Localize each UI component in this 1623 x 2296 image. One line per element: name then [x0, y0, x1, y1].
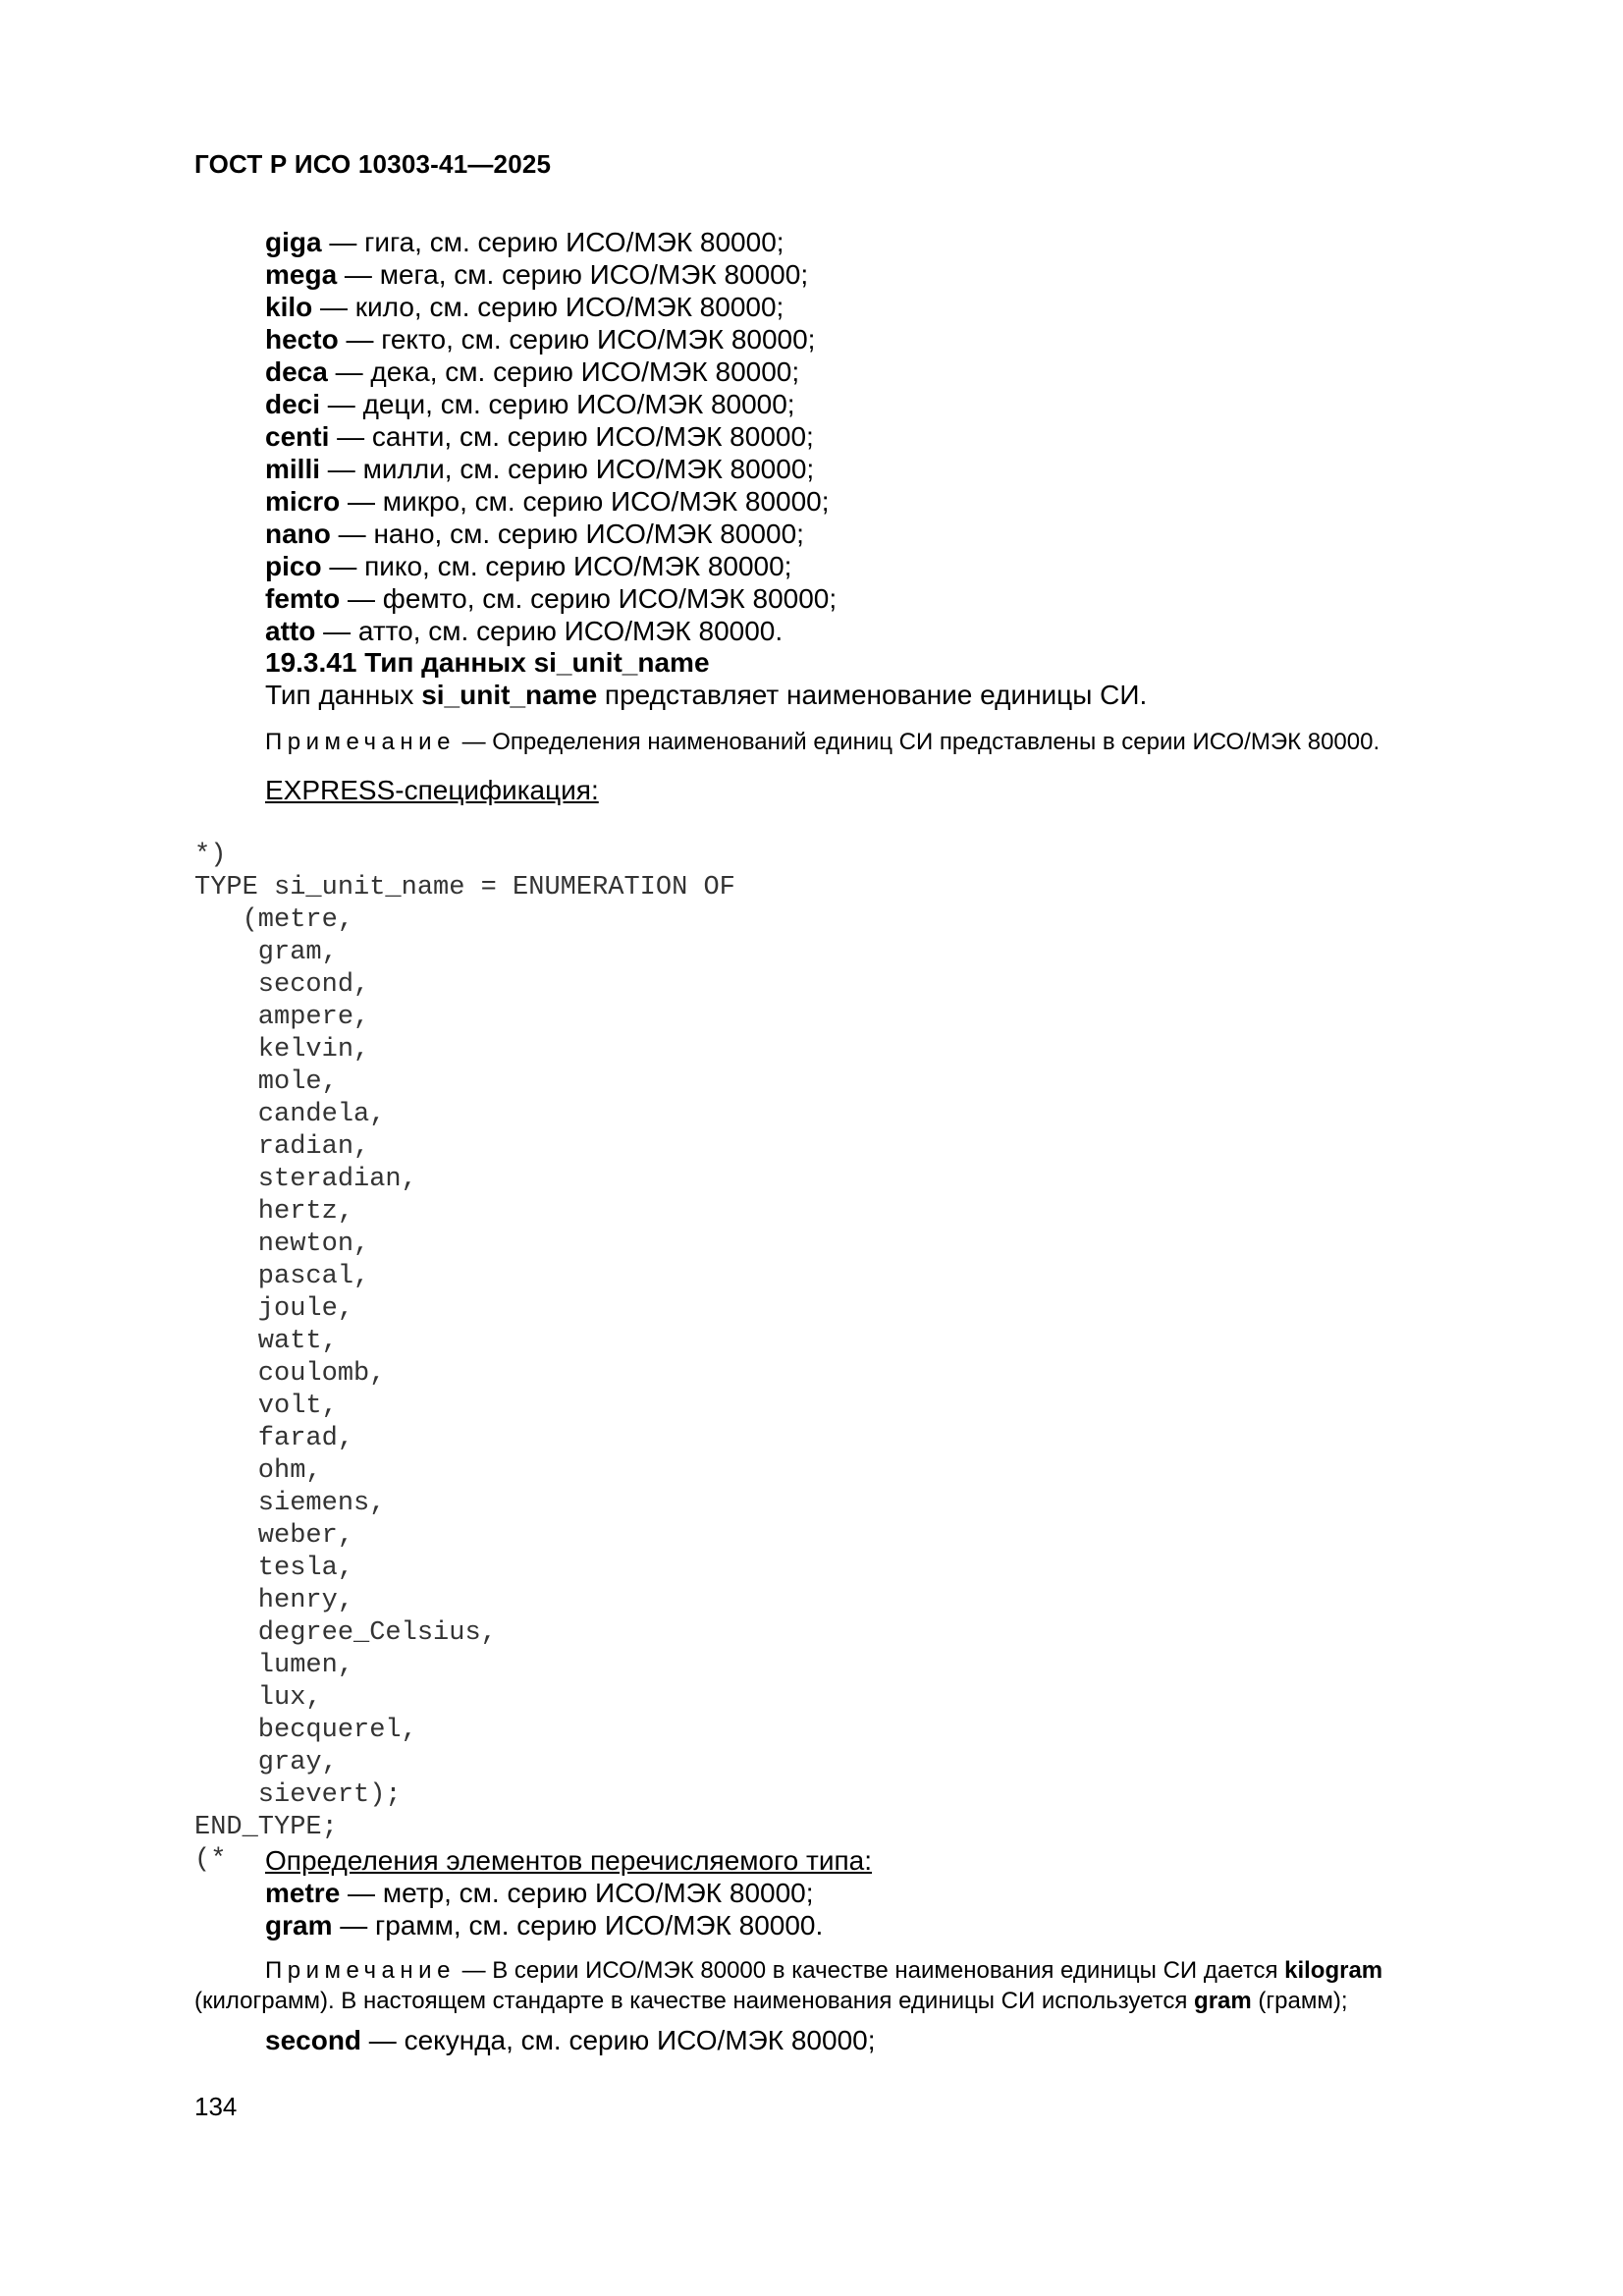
prefix-text: — кило, см. серию ИСО/МЭК 80000;: [312, 292, 784, 322]
list-item: [265, 258, 837, 291]
prefix-term: mega: [265, 259, 338, 290]
prefix-text: — атто, см. серию ИСО/МЭК 80000.: [315, 616, 784, 646]
note-term: kilogram: [1284, 1957, 1383, 1984]
section-heading: 19.3.41 Тип данных si_unit_name: [265, 647, 710, 678]
document-header: ГОСТ Р ИСО 10303-41—2025: [194, 149, 552, 179]
prefix-term: hecto: [265, 324, 339, 355]
code-line: second,: [194, 970, 370, 1000]
prefix-text: — нано, см. серию ИСО/МЭК 80000;: [330, 519, 804, 549]
prefix-term: micro: [265, 486, 341, 517]
enum-term: metre: [265, 1878, 341, 1908]
list-item: [265, 388, 837, 420]
code-line: watt,: [194, 1327, 338, 1356]
prefix-text: — пико, см. серию ИСО/МЭК 80000;: [321, 551, 792, 581]
prefix-term: milli: [265, 454, 321, 484]
code-line: mole,: [194, 1067, 338, 1097]
prefix-text: — гига, см. серию ИСО/МЭК 80000;: [321, 227, 784, 257]
prefix-text: — милли, см. серию ИСО/МЭК 80000;: [320, 454, 815, 484]
code-line: becquerel,: [194, 1716, 417, 1745]
note-term: gram: [1194, 1988, 1252, 2014]
code-line: farad,: [194, 1424, 354, 1453]
list-item: [265, 1909, 872, 1941]
code-line: *): [194, 841, 227, 870]
page-number: 134: [194, 2092, 238, 2121]
code-line: END_TYPE;: [194, 1813, 338, 1842]
enum-text: — секунда, см. серию ИСО/МЭК 80000;: [361, 2025, 876, 2055]
code-line: lux,: [194, 1683, 322, 1713]
code-line: weber,: [194, 1521, 354, 1551]
enumeration-definitions: [265, 1844, 872, 1941]
list-item: [265, 226, 837, 258]
list-item: [265, 582, 837, 615]
prefix-text: — микро, см. серию ИСО/МЭК 80000;: [340, 486, 830, 517]
prefix-text: — гекто, см. серию ИСО/МЭК 80000;: [338, 324, 816, 355]
code-line: volt,: [194, 1392, 338, 1421]
prefix-term: pico: [265, 551, 322, 581]
note-text: — Определения наименований единиц СИ представлены в серии ИСО/МЭК 80000.: [455, 729, 1380, 755]
code-line: steradian,: [194, 1165, 417, 1194]
code-line: radian,: [194, 1132, 370, 1162]
code-line: tesla,: [194, 1554, 354, 1583]
note-text: (грамм);: [1251, 1988, 1348, 2014]
desc-term: si_unit_name: [421, 680, 598, 710]
code-line: joule,: [194, 1294, 354, 1324]
code-line: pascal,: [194, 1262, 370, 1291]
enum-text: — грамм, см. серию ИСО/МЭК 80000.: [332, 1910, 824, 1941]
prefix-definitions-list: [265, 226, 837, 647]
express-code-block: [194, 807, 735, 1941]
desc-after: представляет наименование единицы СИ.: [597, 680, 1148, 710]
code-line: newton,: [194, 1230, 370, 1259]
prefix-text: — санти, см. серию ИСО/МЭК 80000;: [329, 421, 814, 452]
list-item: [265, 355, 837, 388]
prefix-term: giga: [265, 227, 322, 257]
code-line: kelvin,: [194, 1035, 370, 1065]
prefix-term: centi: [265, 421, 330, 452]
section-description: [265, 680, 1147, 711]
list-item: [265, 291, 837, 323]
enum-text: — метр, см. серию ИСО/МЭК 80000;: [340, 1878, 814, 1908]
code-line: ohm,: [194, 1456, 322, 1486]
prefix-text: — дека, см. серию ИСО/МЭК 80000;: [327, 356, 800, 387]
list-item: [265, 518, 837, 550]
list-item: [265, 615, 837, 647]
enum-term: gram: [265, 1910, 333, 1941]
list-item: [265, 1877, 872, 1909]
prefix-term: deca: [265, 356, 328, 387]
note-label: Примечание: [265, 729, 456, 755]
note-text: (килограмм). В настоящем стандарте в качестве наименования единицы СИ используется: [194, 1988, 1195, 2014]
note: [194, 1955, 1520, 2016]
code-line: (metre,: [194, 905, 354, 935]
prefix-term: deci: [265, 389, 321, 419]
list-item: [265, 485, 837, 518]
code-line: degree_Celsius,: [194, 1618, 497, 1648]
prefix-text: — деци, см. серию ИСО/МЭК 80000;: [320, 389, 795, 419]
code-line: (*: [194, 1845, 227, 1875]
express-spec-label: EXPRESS-спецификация:: [265, 775, 599, 805]
code-line: siemens,: [194, 1489, 386, 1518]
list-item: [265, 453, 837, 485]
prefix-term: kilo: [265, 292, 313, 322]
list-item: [265, 420, 837, 453]
code-line: hertz,: [194, 1197, 354, 1227]
code-line: candela,: [194, 1100, 386, 1129]
prefix-term: femto: [265, 583, 341, 614]
enum-definitions-heading: Определения элементов перечисляемого типа:: [265, 1845, 873, 1876]
code-line: gram,: [194, 938, 338, 967]
note: [265, 729, 1380, 756]
code-line: henry,: [194, 1586, 354, 1615]
list-item: [265, 550, 837, 582]
note-label: Примечание: [265, 1957, 456, 1984]
note-text: — В серии ИСО/МЭК 80000 в качестве наименования единицы СИ дается: [455, 1957, 1285, 1984]
prefix-text: — фемто, см. серию ИСО/МЭК 80000;: [340, 583, 838, 614]
prefix-term: nano: [265, 519, 331, 549]
code-line: coulomb,: [194, 1359, 386, 1389]
list-item: [265, 2025, 876, 2056]
code-line: sievert);: [194, 1780, 402, 1810]
enum-term: second: [265, 2025, 362, 2055]
prefix-text: — мега, см. серию ИСО/МЭК 80000;: [337, 259, 809, 290]
list-item: [265, 323, 837, 355]
prefix-term: atto: [265, 616, 316, 646]
desc-before: Тип данных: [265, 680, 422, 710]
code-line: gray,: [194, 1748, 338, 1777]
code-line: ampere,: [194, 1003, 370, 1032]
code-line: TYPE si_unit_name = ENUMERATION OF: [194, 873, 735, 902]
code-line: lumen,: [194, 1651, 354, 1680]
